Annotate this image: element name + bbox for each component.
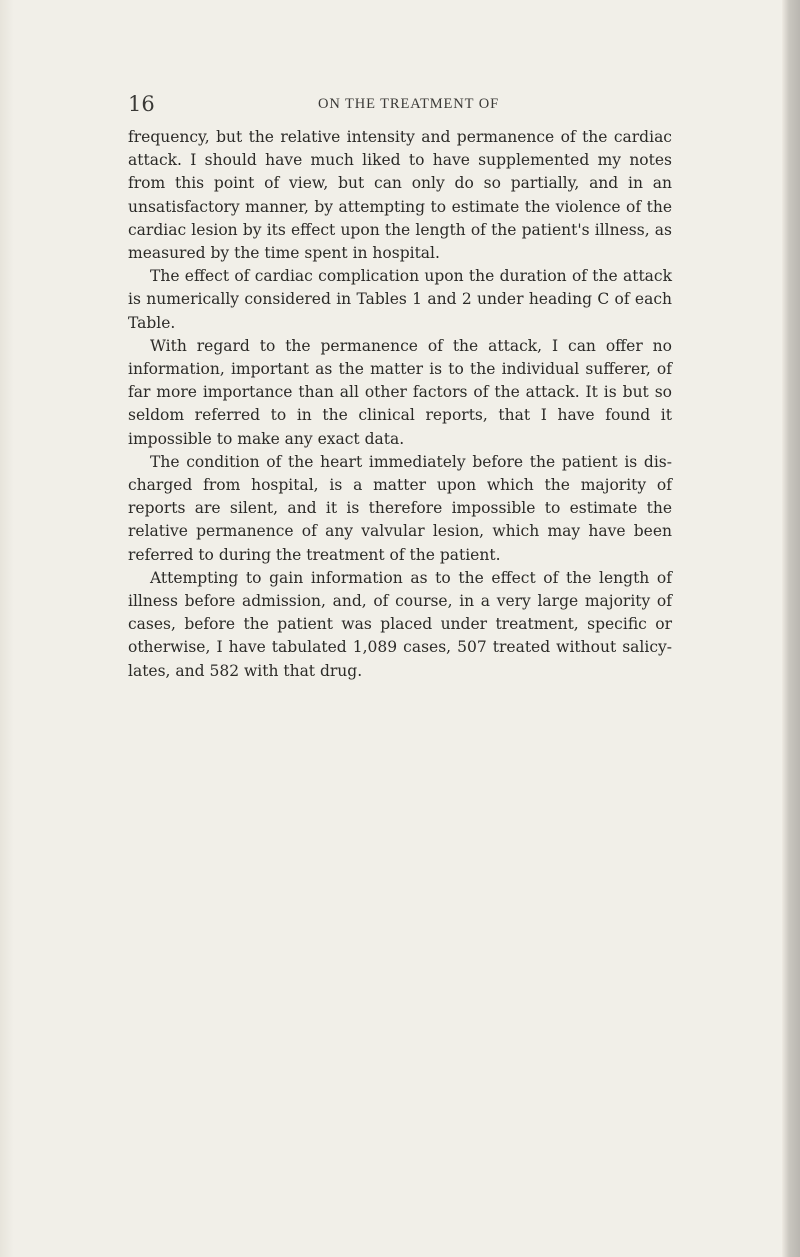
page-number: 16 — [128, 92, 155, 116]
page-binding-edge — [782, 0, 800, 1257]
paragraph-4: The condition of the heart immediately before the patient is dis-charged from hospital, is a matter upon which the majority of reports are silent, and it is therefore impossible to estimate the relative permanence of any valvular lesion, which may have been referred to during the treatment of the patient. — [128, 452, 672, 564]
paragraph-2: The effect of cardiac complication upon the duration of the attack is numerically considered in Tables 1 and 2 under heading C of each Table. — [128, 267, 672, 332]
body-text — [128, 126, 672, 683]
paragraph-1: frequency, but the relative intensity and permanence of the cardiac attack. I should have much liked to have supplemented my notes from this point of view, but can only do so partially, and in an unsatisfactory manner, by attempting to estimate the violence of the cardiac lesion by its effect upon the length of the patient's illness, as measured by the time spent in hospital. — [128, 128, 672, 263]
paragraph-5: Attempting to gain information as to the effect of the length of illness before admission, and, of course, in a very large majority of cases, before the patient was placed under treatment, specific or otherwise, I have tabulated 1,089 cases, 507 treated without salicy-lates, and 582 with that drug. — [128, 568, 672, 680]
paragraph-3: With regard to the permanence of the attack, I can offer no information, important as the matter is to the individual sufferer, of far more importance than all other factors of the attack. It is but so seldom referred to in the clinical reports, that I have found it impossible to make any exact data. — [128, 336, 672, 448]
running-head: ON THE TREATMENT OF — [318, 96, 500, 112]
page-left-edge — [0, 0, 14, 1257]
page-header — [128, 92, 672, 118]
